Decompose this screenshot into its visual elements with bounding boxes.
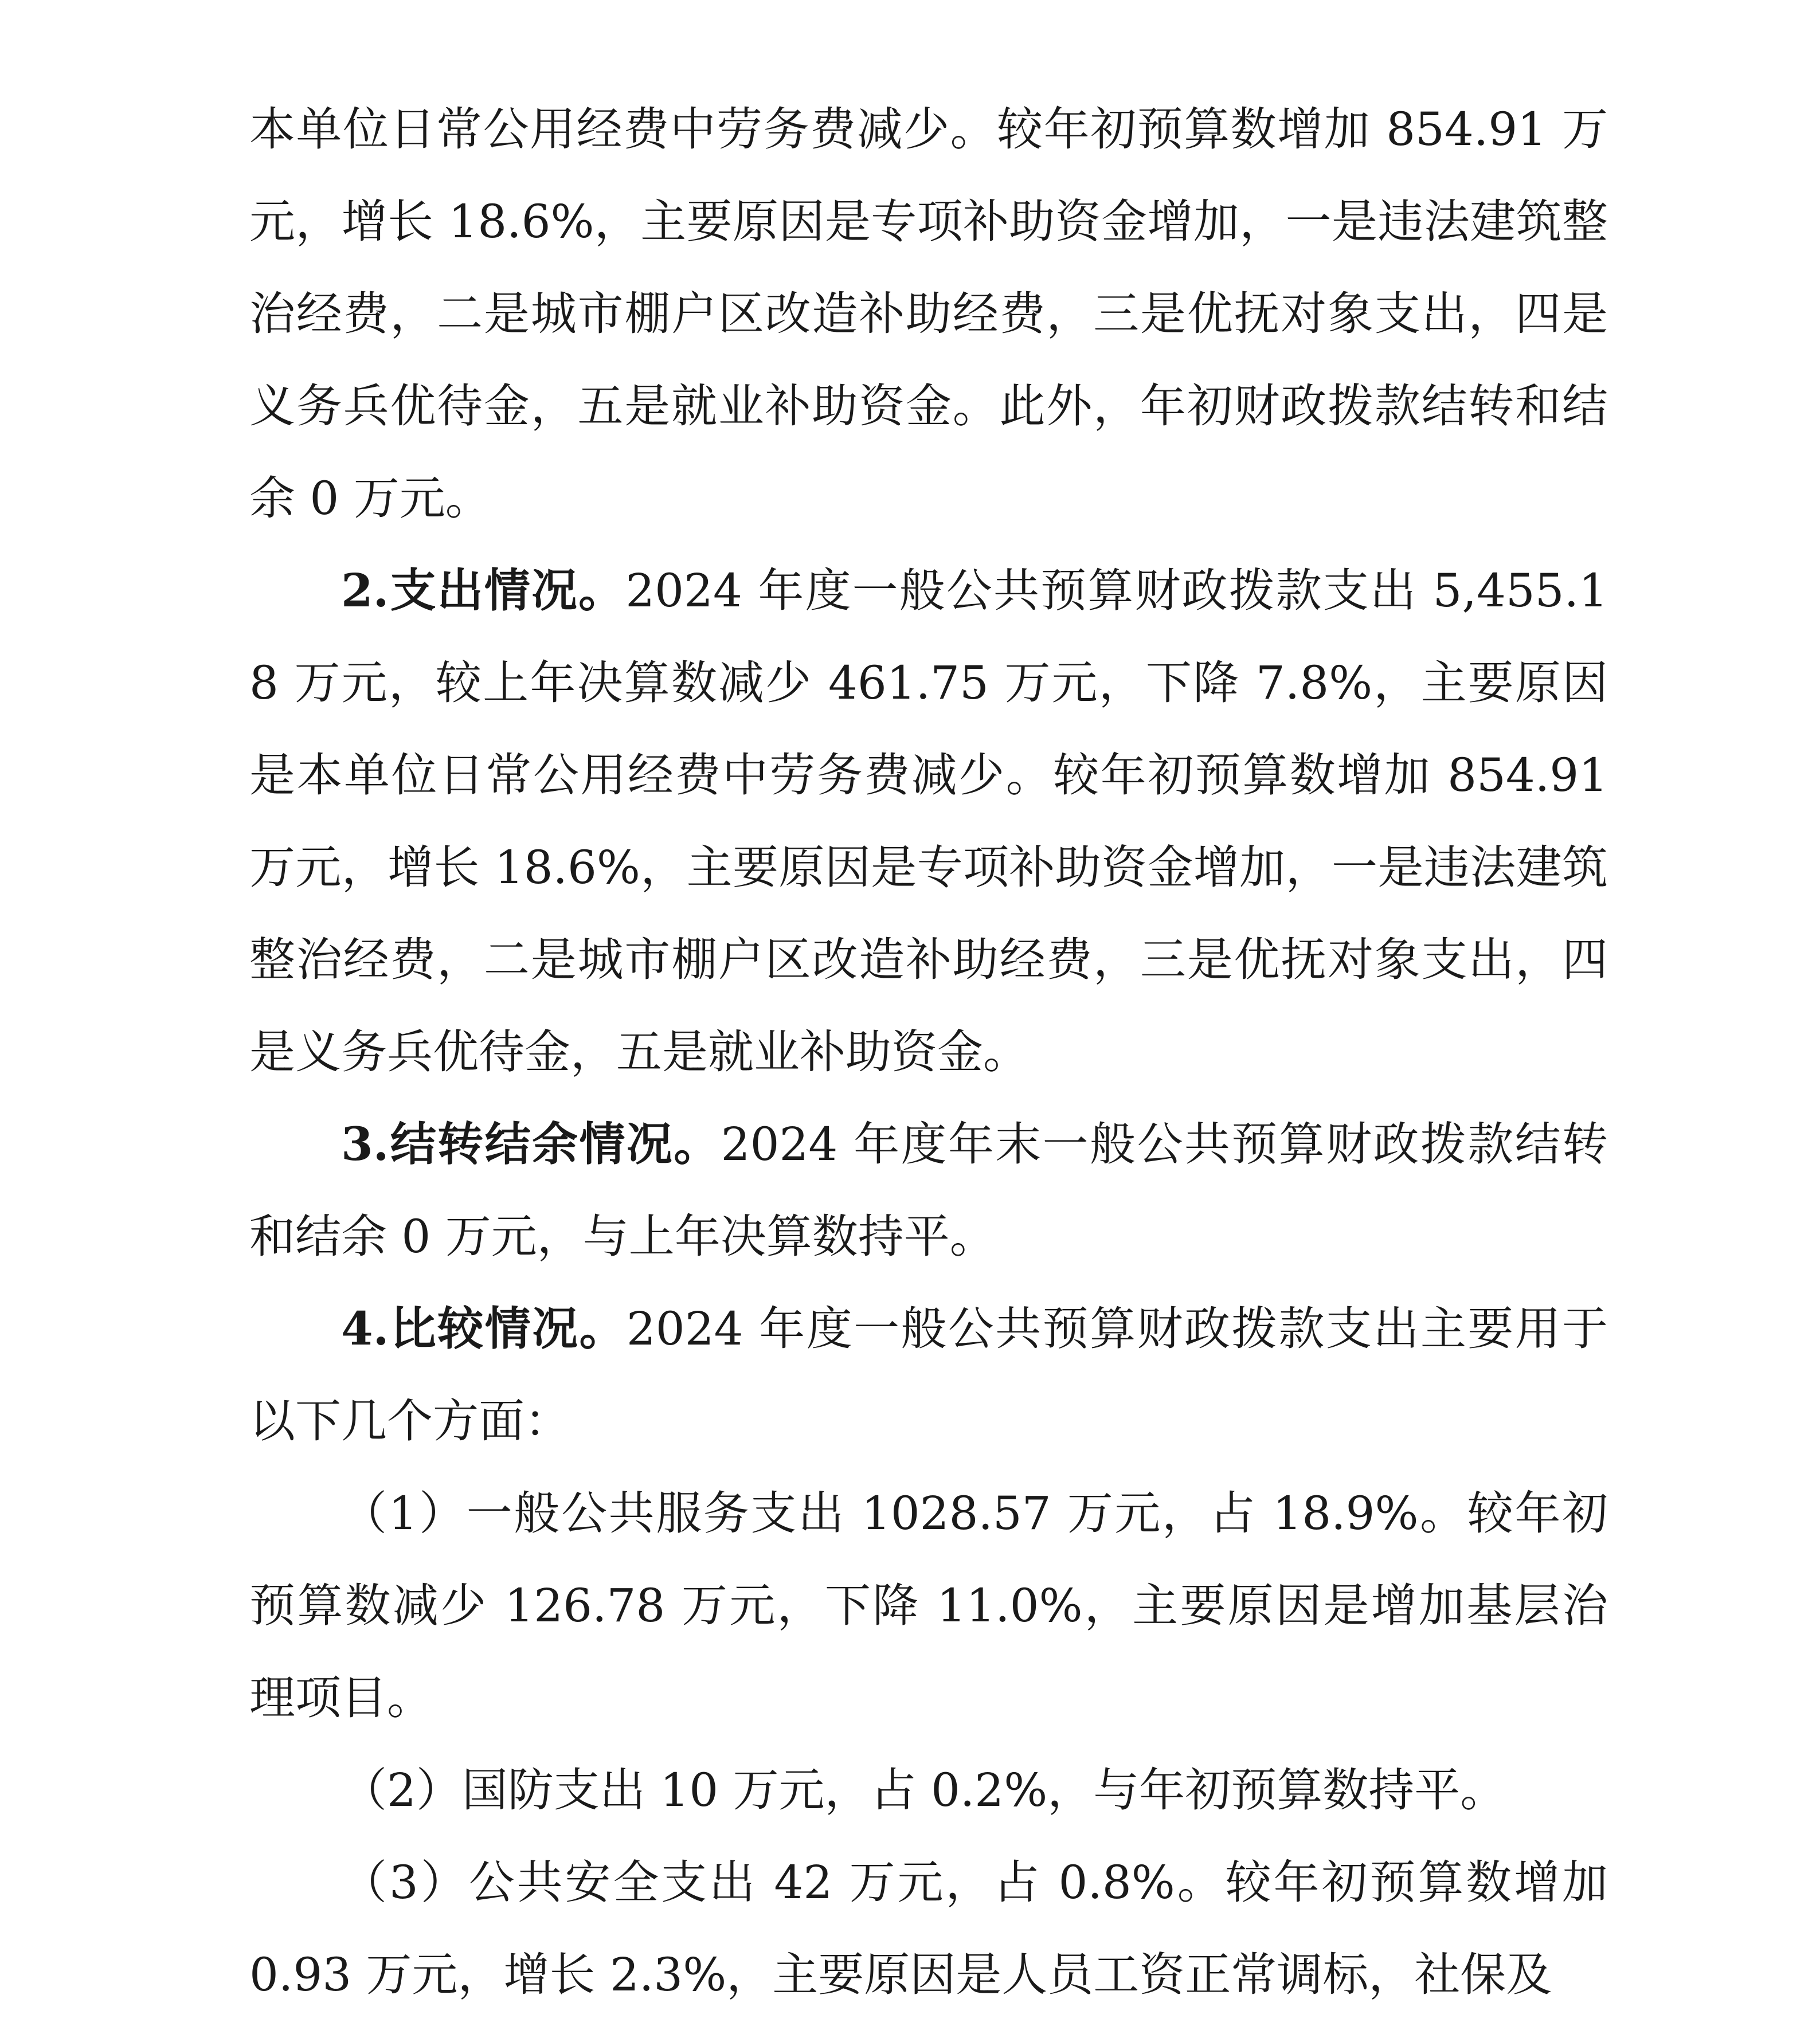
paragraph-text: 2024 年度一般公共预算财政拨款支出 5,455.18 万元，较上年决算数减少 461.75 万元，下降 7.8%，主要原因是本单位日常公用经费中劳务费减少。较年初预算数增加 854.91 万元，增长 18.6%，主要原因是专项补助资金增加，一是违法建筑整治经费，二是城市棚户区改造补助经费，三是优抚对象支出，四是义务兵优待金，五是就业补助资金。	[249, 564, 1608, 1079]
paragraph-text: （2）国防支出 10 万元，占 0.2%，与年初预算数持平。	[341, 1763, 1506, 1817]
list-item-general-public-services	[249, 1467, 1608, 1744]
list-item-public-security	[249, 1836, 1608, 2021]
paragraph-income-continued	[249, 83, 1608, 544]
paragraph-text: （3）公共安全支出 42 万元，占 0.8%。较年初预算数增加 0.93 万元，增长 2.3%，主要原因是人员工资正常调标，社保及	[249, 1856, 1608, 2001]
paragraph-text: 2024 年度一般公共预算财政拨款支出主要用于以下几个方面：	[249, 1302, 1608, 1448]
list-item-national-defense	[249, 1744, 1608, 1836]
paragraph-text: （1）一般公共服务支出 1028.57 万元，占 18.9%。较年初预算数减少 126.78 万元，下降 11.0%，主要原因是增加基层治理项目。	[249, 1487, 1608, 1725]
document-page	[249, 83, 1608, 2021]
section-heading-expenditure: 2.支出情况。	[341, 563, 626, 617]
paragraph-expenditure	[249, 544, 1608, 1098]
paragraph-carryover	[249, 1098, 1608, 1283]
paragraph-comparison	[249, 1283, 1608, 1467]
section-heading-comparison: 4.比较情况。	[341, 1302, 627, 1355]
paragraph-text: 本单位日常公用经费中劳务费减少。较年初预算数增加 854.91 万元，增长 18.6%，主要原因是专项补助资金增加，一是违法建筑整治经费，二是城市棚户区改造补助经费，三是优抚对象支出，四是义务兵优待金，五是就业补助资金。此外，年初财政拨款结转和结余 0 万元。	[249, 103, 1608, 525]
paragraph-text: 2024 年度年末一般公共预算财政拨款结转和结余 0 万元，与上年决算数持平。	[249, 1118, 1608, 1263]
section-heading-carryover: 3.结转结余情况。	[341, 1117, 721, 1171]
